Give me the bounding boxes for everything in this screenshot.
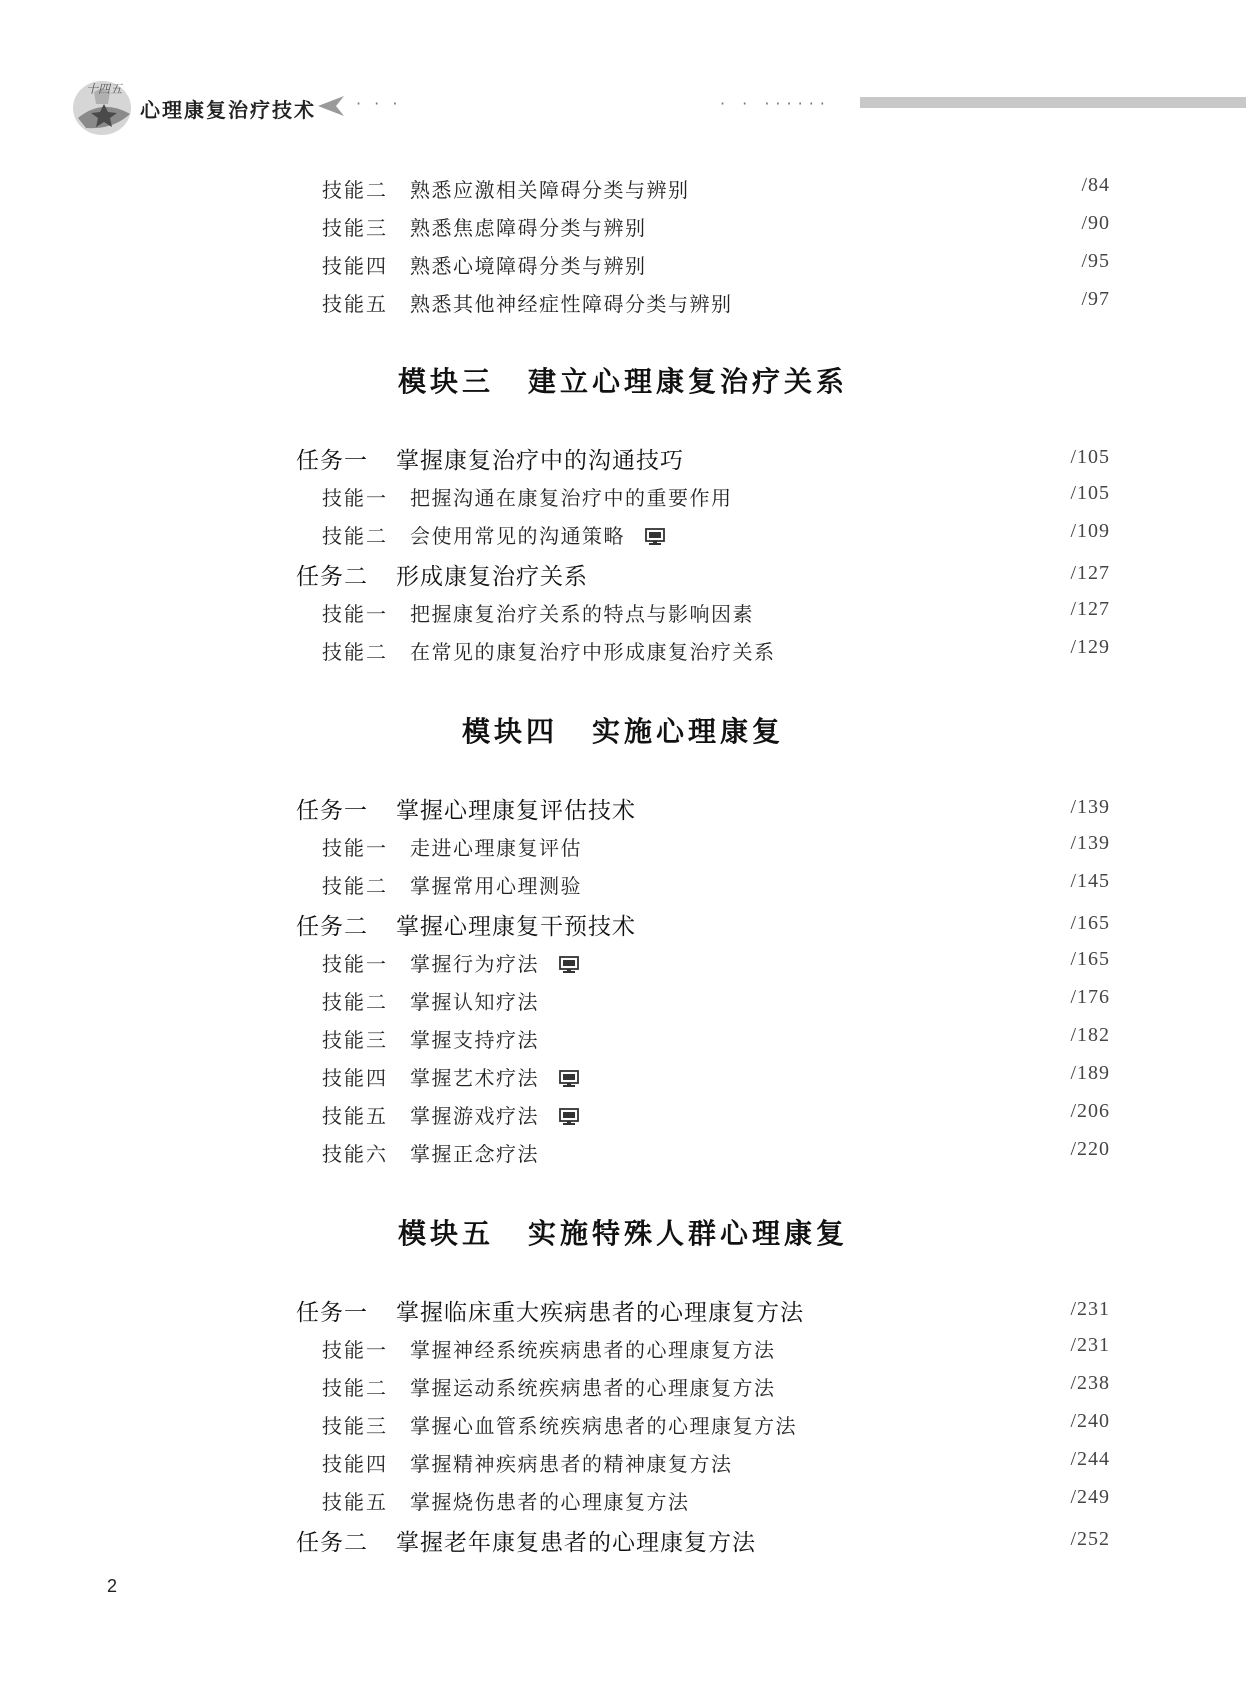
- header-rule: [860, 97, 1246, 108]
- page-ref: /129: [1070, 636, 1110, 658]
- module-number: 模块四: [461, 715, 558, 748]
- skill-title: 掌握支持疗法: [410, 1028, 539, 1052]
- page-ref: /231: [1070, 1334, 1110, 1356]
- page-ref: /182: [1070, 1024, 1110, 1046]
- toc-skill-row[interactable]: [0, 942, 1246, 980]
- module-number: 模块五: [397, 1217, 494, 1250]
- skill-title: 在常见的康复治疗中形成康复治疗关系: [410, 640, 776, 664]
- skill-label: 技能二: [322, 178, 388, 202]
- task-label: 任务一: [296, 1300, 368, 1326]
- toc-task-row[interactable]: [0, 904, 1246, 942]
- page-ref: /249: [1070, 1486, 1110, 1508]
- monitor-icon[interactable]: [559, 1070, 579, 1088]
- task-label: 任务二: [296, 564, 368, 590]
- toc-skill-row[interactable]: [0, 980, 1246, 1018]
- skill-label: 技能三: [322, 1028, 388, 1052]
- skill-label: 技能五: [322, 1490, 388, 1514]
- task-title: 掌握心理康复评估技术: [396, 798, 636, 824]
- task-label: 任务一: [296, 448, 368, 474]
- task-label: 任务一: [296, 798, 368, 824]
- toc-skill-row[interactable]: [0, 1480, 1246, 1518]
- toc-skill-row[interactable]: [0, 514, 1246, 552]
- page-ref: /189: [1070, 1062, 1110, 1084]
- monitor-icon[interactable]: [559, 1108, 579, 1126]
- skill-label: 技能三: [322, 216, 388, 240]
- module-name: 实施特殊人群心理康复: [528, 1217, 849, 1250]
- task-title: 掌握心理康复干预技术: [396, 914, 636, 940]
- skill-label: 技能四: [322, 1066, 388, 1090]
- page-ref: /244: [1070, 1448, 1110, 1470]
- skill-title: 把握康复治疗关系的特点与影响因素: [410, 602, 754, 626]
- task-title: 形成康复治疗关系: [396, 564, 588, 590]
- arrow-left-icon: [318, 96, 346, 116]
- toc-skill-row[interactable]: [0, 1056, 1246, 1094]
- skill-title: 掌握运动系统疾病患者的心理康复方法: [410, 1376, 776, 1400]
- page-ref: /165: [1070, 912, 1110, 934]
- skill-title-with-icon: [410, 1062, 579, 1091]
- task-label: 任务二: [296, 1530, 368, 1556]
- skill-title: 掌握烧伤患者的心理康复方法: [410, 1490, 690, 1514]
- toc-skill-row[interactable]: [0, 1094, 1246, 1132]
- skill-label: 技能四: [322, 254, 388, 278]
- skill-title-with-icon: [410, 1100, 579, 1129]
- toc-skill-row[interactable]: [0, 1442, 1246, 1480]
- page-ref: /105: [1070, 446, 1110, 468]
- task-title: 掌握临床重大疾病患者的心理康复方法: [396, 1300, 804, 1326]
- page-ref: /220: [1070, 1138, 1110, 1160]
- skill-title: 掌握精神疾病患者的精神康复方法: [410, 1452, 733, 1476]
- page-ref: /165: [1070, 948, 1110, 970]
- book-title: 心理康复治疗技术: [140, 98, 316, 122]
- skill-label: 技能二: [322, 1376, 388, 1400]
- skill-title-with-icon: [410, 520, 665, 549]
- task-title: 掌握康复治疗中的沟通技巧: [396, 448, 684, 474]
- page-ref: /105: [1070, 482, 1110, 504]
- toc-skill-row[interactable]: [0, 1018, 1246, 1056]
- skill-title: 掌握游戏疗法: [410, 1104, 539, 1128]
- header-dots-left: · · ·: [356, 94, 402, 113]
- skill-label: 技能二: [322, 874, 388, 898]
- page-ref: /176: [1070, 986, 1110, 1008]
- task-title: 掌握老年康复患者的心理康复方法: [396, 1530, 756, 1556]
- toc-skill-row[interactable]: [0, 476, 1246, 514]
- skill-label: 技能一: [322, 1338, 388, 1362]
- skill-label: 技能二: [322, 524, 388, 548]
- module-heading: [0, 710, 1246, 750]
- toc-skill-row[interactable]: [0, 244, 1246, 282]
- monitor-icon[interactable]: [559, 956, 579, 974]
- skill-title: 熟悉焦虑障碍分类与辨别: [410, 216, 647, 240]
- toc-skill-row[interactable]: [0, 630, 1246, 668]
- skill-label: 技能四: [322, 1452, 388, 1476]
- skill-title-with-icon: [410, 948, 579, 977]
- page-ref: /206: [1070, 1100, 1110, 1122]
- page-ref: /238: [1070, 1372, 1110, 1394]
- page-ref: /231: [1070, 1298, 1110, 1320]
- skill-title: 掌握认知疗法: [410, 990, 539, 1014]
- skill-label: 技能二: [322, 640, 388, 664]
- task-label: 任务二: [296, 914, 368, 940]
- toc-skill-row[interactable]: [0, 282, 1246, 320]
- skill-title: 会使用常见的沟通策略: [410, 524, 625, 548]
- page-ref: /84: [1081, 174, 1110, 196]
- toc-skill-row[interactable]: [0, 1132, 1246, 1170]
- skill-title: 掌握艺术疗法: [410, 1066, 539, 1090]
- skill-title: 走进心理康复评估: [410, 836, 582, 860]
- module-name: 实施心理康复: [592, 715, 785, 748]
- toc-task-row[interactable]: [0, 788, 1246, 826]
- module-number: 模块三: [397, 365, 494, 398]
- toc-skill-row[interactable]: [0, 592, 1246, 630]
- page-ref: /109: [1070, 520, 1110, 542]
- skill-title: 熟悉心境障碍分类与辨别: [410, 254, 647, 278]
- skill-title: 掌握神经系统疾病患者的心理康复方法: [410, 1338, 776, 1362]
- module-heading: [0, 360, 1246, 400]
- page-ref: /240: [1070, 1410, 1110, 1432]
- skill-label: 技能五: [322, 292, 388, 316]
- toc-skill-row[interactable]: [0, 864, 1246, 902]
- skill-label: 技能五: [322, 1104, 388, 1128]
- running-header: [0, 0, 1246, 160]
- skill-label: 技能一: [322, 486, 388, 510]
- toc-skill-row[interactable]: [0, 1404, 1246, 1442]
- page-ref: /139: [1070, 796, 1110, 818]
- monitor-icon[interactable]: [645, 528, 665, 546]
- logo-text: 十四五: [86, 82, 123, 96]
- toc-skill-row[interactable]: [0, 1328, 1246, 1366]
- page-ref: /90: [1081, 212, 1110, 234]
- page-ref: /97: [1081, 288, 1110, 310]
- page-ref: /95: [1081, 250, 1110, 272]
- toc-task-row[interactable]: [0, 554, 1246, 592]
- skill-label: 技能六: [322, 1142, 388, 1166]
- module-name: 建立心理康复治疗关系: [528, 365, 849, 398]
- skill-title: 掌握心血管系统疾病患者的心理康复方法: [410, 1414, 797, 1438]
- toc-skill-row[interactable]: [0, 168, 1246, 206]
- skill-title: 把握沟通在康复治疗中的重要作用: [410, 486, 733, 510]
- skill-title: 掌握常用心理测验: [410, 874, 582, 898]
- skill-label: 技能一: [322, 952, 388, 976]
- page-number: 2: [107, 1576, 118, 1596]
- header-dots-right: · · ······: [720, 94, 831, 113]
- module-heading: [0, 1212, 1246, 1252]
- toc-skill-row[interactable]: [0, 826, 1246, 864]
- toc-task-row[interactable]: [0, 1290, 1246, 1328]
- skill-title: 熟悉其他神经症性障碍分类与辨别: [410, 292, 733, 316]
- page-ref: /145: [1070, 870, 1110, 892]
- page-ref: /127: [1070, 598, 1110, 620]
- skill-label: 技能一: [322, 602, 388, 626]
- page-ref: /252: [1070, 1528, 1110, 1550]
- skill-title: 掌握正念疗法: [410, 1142, 539, 1166]
- page-ref: /127: [1070, 562, 1110, 584]
- toc-task-row[interactable]: [0, 1520, 1246, 1558]
- toc-skill-row[interactable]: [0, 206, 1246, 244]
- skill-label: 技能二: [322, 990, 388, 1014]
- skill-title: 掌握行为疗法: [410, 952, 539, 976]
- skill-label: 技能一: [322, 836, 388, 860]
- toc-skill-row[interactable]: [0, 1366, 1246, 1404]
- skill-title: 熟悉应激相关障碍分类与辨别: [410, 178, 690, 202]
- toc-task-row[interactable]: [0, 438, 1246, 476]
- skill-label: 技能三: [322, 1414, 388, 1438]
- page-ref: /139: [1070, 832, 1110, 854]
